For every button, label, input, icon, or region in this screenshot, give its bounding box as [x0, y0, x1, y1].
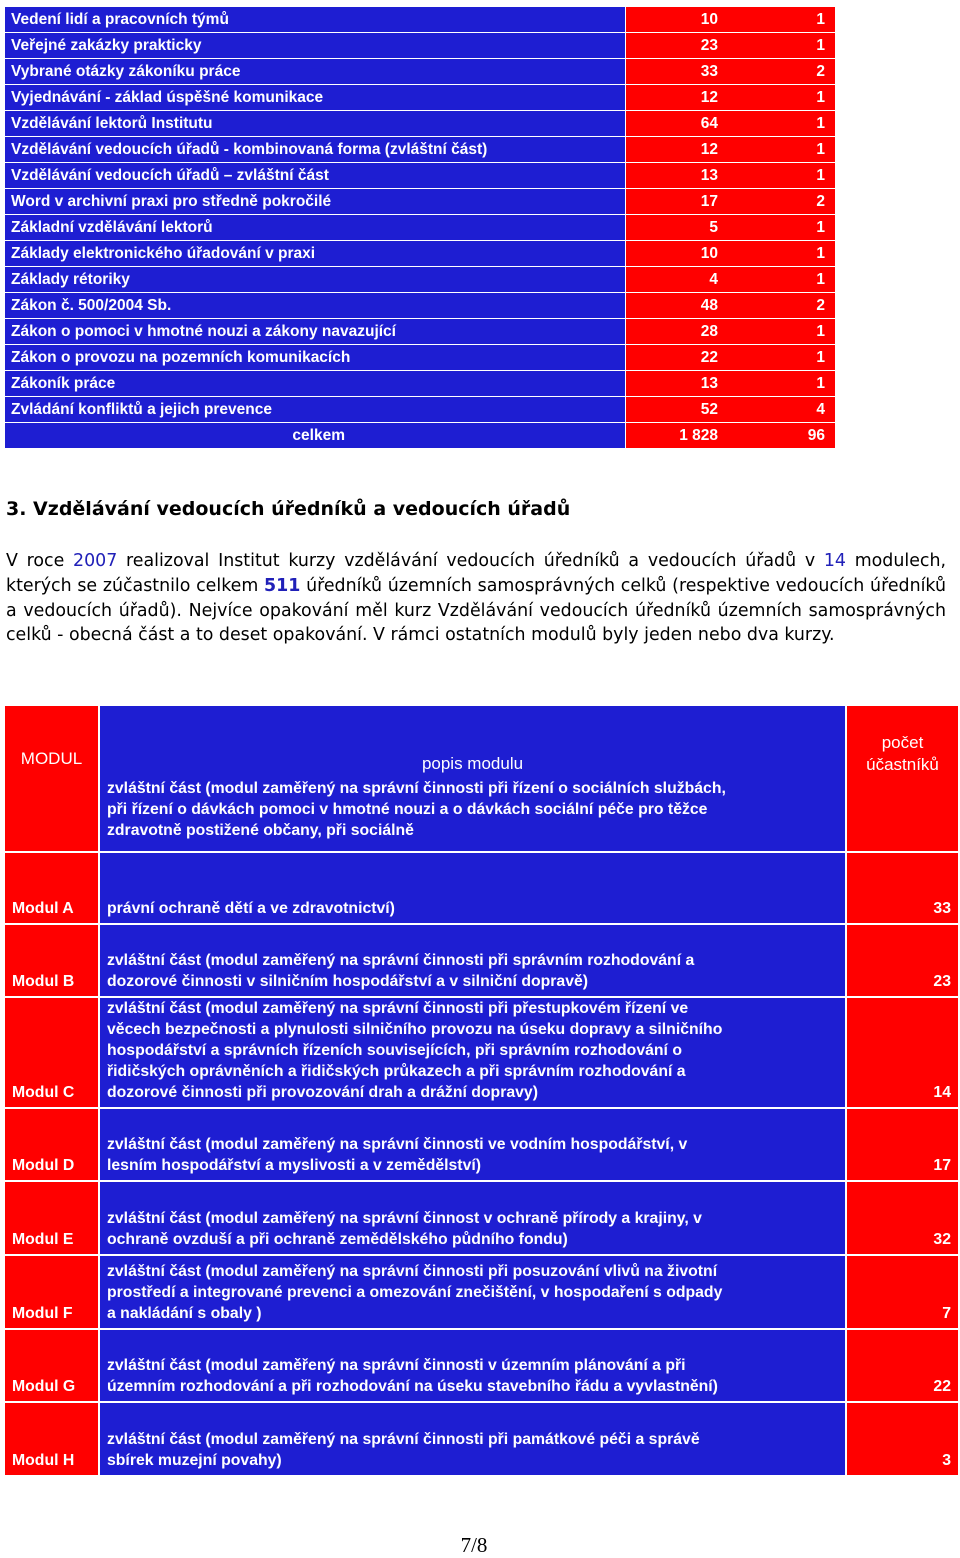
course-dup: 1: [816, 36, 825, 54]
module-description-line: lesním hospodářství a myslivosti a v zemědělství): [107, 1157, 482, 1174]
course-name: Zákon o provozu na pozemních komunikacích: [5, 345, 626, 371]
module-count: 17: [846, 1108, 959, 1181]
course-count: [626, 59, 836, 85]
module-description-line: zvláštní část (modul zaměřený na správní činnosti při památkové péči a správě: [107, 1431, 700, 1448]
course-count: [626, 85, 836, 111]
course-name: Zákon o pomoci v hmotné nouzi a zákony navazující: [5, 319, 626, 345]
module-description: [99, 1402, 846, 1476]
table-row: [5, 371, 836, 397]
module-name: Modul B: [4, 924, 99, 997]
page-number: 7/8: [460, 1533, 488, 1557]
module-description-line: prostředí a integrované prevenci a omezování znečištění, v hospodaření s odpady: [107, 1284, 723, 1301]
module-row: [4, 1108, 959, 1181]
module-description-line: zvláštní část (modul zaměřený na správní činnosti v územním plánování a při: [107, 1357, 686, 1374]
table-row: [5, 137, 836, 163]
course-dup: 1: [816, 244, 825, 262]
module-description-line: zvláštní část (modul zaměřený na správní činnosti při posuzování vlivů na životní: [107, 1263, 718, 1280]
course-table-body: [5, 7, 836, 449]
module-row: [4, 1255, 959, 1329]
module-description-line: ochraně ovzduší a při ochraně zemědělského půdního fondu): [107, 1231, 568, 1248]
course-count: [626, 137, 836, 163]
module-row: [4, 1181, 959, 1255]
header-pocet: [846, 705, 959, 852]
module-description-line: územním rozhodování a při rozhodování na úseku stavebního řádu a vyvlastnění): [107, 1378, 718, 1395]
course-name: Veřejné zakázky prakticky: [5, 33, 626, 59]
course-dup: 1: [816, 348, 825, 366]
course-count-value: 48: [700, 296, 718, 314]
course-count-value: 12: [700, 140, 718, 158]
module-count: 14: [846, 997, 959, 1108]
course-count: [626, 241, 836, 267]
course-name: Word v archivní praxi pro středně pokročilé: [5, 189, 626, 215]
module-name: Modul E: [4, 1181, 99, 1255]
module-description-line: zvláštní část (modul zaměřený na správní činnosti ve vodním hospodářství, v: [107, 1136, 688, 1153]
course-name: Vzdělávání vedoucích úřadů - kombinovaná forma (zvláštní část): [5, 137, 626, 163]
course-dup: 1: [816, 374, 825, 392]
total-dup: 96: [807, 426, 825, 444]
course-count-value: 4: [709, 270, 718, 288]
module-count: 3: [846, 1402, 959, 1476]
course-count: [626, 267, 836, 293]
module-count: 23: [846, 924, 959, 997]
header-pocet-line1: počet: [881, 733, 924, 752]
table-row: [5, 85, 836, 111]
module-name: Modul G: [4, 1329, 99, 1402]
header-modul-label: MODUL: [20, 749, 83, 768]
module-description: [99, 852, 846, 924]
module-name: Modul A: [4, 852, 99, 924]
course-count-value: 64: [700, 114, 718, 132]
module-description: [99, 1255, 846, 1329]
course-count: [626, 371, 836, 397]
module-row: [4, 852, 959, 924]
course-name: Základní vzdělávání lektorů: [5, 215, 626, 241]
para-text-3: modulech, kterých se zúčastnilo celkem: [6, 551, 947, 596]
module-name: Modul D: [4, 1108, 99, 1181]
para-text-4: úředníků územních samosprávných celků (respektive vedoucích úředníků a vedoucích úřadů). Nejvíce opakování měl kurz Vzdělávání vedoucích úředníků územních samosprávných celků - obecná část a to deset opakování. V rámci ostatních modulů byly jeden nebo dva kurzy.: [6, 575, 946, 646]
section-paragraph: [6, 549, 946, 648]
course-name: Vzdělávání vedoucích úřadů – zvláštní část: [5, 163, 626, 189]
module-description-line: sbírek muzejní povahy): [107, 1452, 282, 1469]
course-name: Vedení lidí a pracovních týmů: [5, 7, 626, 33]
module-description-line: zvláštní část (modul zaměřený na správní činnosti při přestupkovém řízení ve: [107, 1000, 689, 1017]
course-name: Zvládání konfliktů a jejich prevence: [5, 397, 626, 423]
course-count: [626, 111, 836, 137]
course-count: [626, 215, 836, 241]
total-row: [5, 423, 836, 449]
table-row: [5, 267, 836, 293]
course-table: [4, 6, 836, 449]
course-dup: 1: [816, 114, 825, 132]
table-row: [5, 293, 836, 319]
course-dup: 1: [816, 218, 825, 236]
course-count-value: 12: [700, 88, 718, 106]
module-row: [4, 924, 959, 997]
total-count-cell: [626, 423, 836, 449]
module-row: [4, 997, 959, 1108]
course-count: [626, 189, 836, 215]
table-row: [5, 189, 836, 215]
table-row: [5, 319, 836, 345]
course-dup: 2: [816, 192, 825, 210]
header-modul: [4, 705, 99, 852]
para-text-2: realizoval Institut kurzy vzdělávání vedoucích úředníků a vedoucích úřadů v: [117, 551, 824, 571]
module-count: 33: [846, 852, 959, 924]
course-dup: 1: [816, 10, 825, 28]
module-description-line: právní ochraně dětí a ve zdravotnictví): [107, 900, 395, 917]
module-description-line: věcech bezpečnosti a plynulosti silničního provozu na úseku dopravy a silničního: [107, 1021, 723, 1038]
course-name: Vyjednávání - základ úspěšné komunikace: [5, 85, 626, 111]
course-dup: 1: [816, 166, 825, 184]
module-table: [3, 704, 960, 1477]
course-count: [626, 397, 836, 423]
course-dup: 2: [816, 296, 825, 314]
table-row: [5, 33, 836, 59]
header-note-line: zdravotně postižené občany, při sociálně: [107, 822, 414, 839]
course-name: Vzdělávání lektorů Institutu: [5, 111, 626, 137]
module-description: [99, 997, 846, 1108]
header-pocet-line2: účastníků: [866, 755, 939, 774]
course-count-value: 10: [700, 244, 718, 262]
course-dup: 2: [816, 62, 825, 80]
module-name: Modul F: [4, 1255, 99, 1329]
year-value: 2007: [73, 551, 118, 571]
course-count-value: 13: [700, 374, 718, 392]
module-description: [99, 924, 846, 997]
total-count: 1 828: [679, 426, 718, 444]
course-count-value: 10: [700, 10, 718, 28]
module-description-line: zvláštní část (modul zaměřený na správní činnost v ochraně přírody a krajiny, v: [107, 1210, 702, 1227]
table-row: [5, 345, 836, 371]
module-description-line: řidičských oprávněních a řidičských průkazech a při správním rozhodování a: [107, 1063, 686, 1080]
course-count-value: 5: [709, 218, 718, 236]
total-label: celkem: [5, 423, 626, 449]
table-row: [5, 59, 836, 85]
course-count-value: 28: [700, 322, 718, 340]
course-count-value: 22: [700, 348, 718, 366]
course-dup: 1: [816, 322, 825, 340]
header-note-line: při řízení o dávkách pomoci v hmotné nouzi a o dávkách sociální péče pro těžce: [107, 801, 708, 818]
module-row: [4, 1402, 959, 1476]
course-name: Zákoník práce: [5, 371, 626, 397]
course-name: Zákon č. 500/2004 Sb.: [5, 293, 626, 319]
section-heading: 3. Vzdělávání vedoucích úředníků a vedoucích úřadů: [6, 498, 571, 520]
header-popis-label: popis modulu: [421, 754, 524, 773]
participants-value: 511: [264, 575, 301, 596]
modules-count-value: 14: [823, 551, 846, 571]
course-dup: 1: [816, 88, 825, 106]
para-text-1: V roce: [6, 551, 74, 571]
module-name: Modul H: [4, 1402, 99, 1476]
course-count-value: 52: [700, 400, 718, 418]
module-table-body: [4, 705, 959, 1476]
course-count-value: 17: [700, 192, 718, 210]
module-description: [99, 1108, 846, 1181]
module-count: 32: [846, 1181, 959, 1255]
course-name: Základy elektronického úřadování v praxi: [5, 241, 626, 267]
module-count: 22: [846, 1329, 959, 1402]
module-row: [4, 1329, 959, 1402]
course-count-value: 13: [700, 166, 718, 184]
module-description-line: dozorové činnosti v silničním hospodářství a v silniční dopravě): [107, 973, 589, 990]
course-count-value: 23: [700, 36, 718, 54]
course-count: [626, 7, 836, 33]
course-dup: 1: [816, 270, 825, 288]
course-count: [626, 33, 836, 59]
module-count: 7: [846, 1255, 959, 1329]
table-row: [5, 163, 836, 189]
course-count: [626, 319, 836, 345]
table-row: [5, 215, 836, 241]
course-name: Vybrané otázky zákoníku práce: [5, 59, 626, 85]
course-count-value: 33: [700, 62, 718, 80]
header-popis: [99, 705, 846, 852]
module-description: [99, 1181, 846, 1255]
module-description-line: a nakládání s obaly ): [107, 1305, 262, 1322]
table-row: [5, 397, 836, 423]
module-description: [99, 1329, 846, 1402]
course-dup: 4: [816, 400, 825, 418]
module-name: Modul C: [4, 997, 99, 1108]
course-count: [626, 163, 836, 189]
header-note-line: zvláštní část (modul zaměřený na správní činnosti při řízení o sociálních službách,: [107, 780, 726, 797]
module-description-line: hospodářství a správních řízeních souvisejících, při správním rozhodování o: [107, 1042, 682, 1059]
course-count: [626, 293, 836, 319]
course-name: Základy rétoriky: [5, 267, 626, 293]
table-row: [5, 7, 836, 33]
module-description-line: dozorové činnosti při provozování drah a drážní dopravy): [107, 1084, 538, 1101]
course-count: [626, 345, 836, 371]
module-table-header: [4, 705, 959, 852]
course-dup: 1: [816, 140, 825, 158]
header-note: [107, 778, 838, 851]
table-row: [5, 241, 836, 267]
table-row: [5, 111, 836, 137]
module-description-line: zvláštní část (modul zaměřený na správní činnosti při správním rozhodování a: [107, 952, 695, 969]
